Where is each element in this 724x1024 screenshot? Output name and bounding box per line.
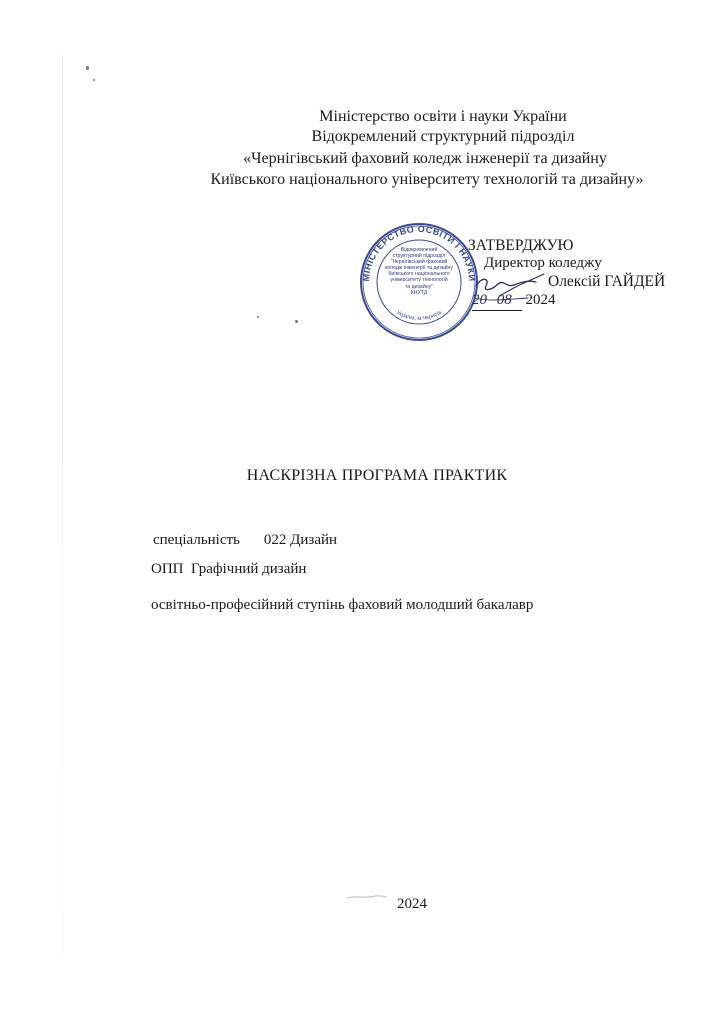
stamp-bottom-text: Україна, м.Чернігів <box>395 309 443 322</box>
header-subdivision: Відокремлений структурний підрозділ <box>311 128 575 145</box>
approval-name: Олексій ГАЙДЕЙ <box>548 273 666 290</box>
header-college: «Чернігівський фаховий коледж інженерії та дизайну <box>243 150 607 167</box>
specialty-row <box>153 531 337 549</box>
approval-role: Директор коледжу <box>484 255 602 271</box>
stamp-center-line: структурний підрозділ <box>392 253 446 260</box>
stamp-center-line: коледж інженерії та дизайну <box>384 265 454 272</box>
stamp-center-line: КНУТД <box>410 289 428 296</box>
scan-speck <box>295 320 298 323</box>
stamp-center-line: університету технологій <box>390 277 448 284</box>
scan-speck <box>93 79 95 81</box>
stamp-center-line: Київського національного <box>388 271 450 278</box>
approval-month: 08 <box>496 292 512 308</box>
stamp-center-line: "Чернігівський фаховий <box>390 259 448 266</box>
header-university: Київського національного університету технологій та дизайну» <box>210 171 644 188</box>
approval-year: 2024 <box>525 292 556 308</box>
program-row: ОПП Графічний дизайн <box>151 561 307 577</box>
scan-speck <box>257 316 259 318</box>
official-stamp <box>358 221 480 343</box>
specialty-label: спеціальність <box>153 532 240 548</box>
specialty-value: 022 Дизайн <box>263 532 338 548</box>
approval-title: ЗАТВЕРДЖУЮ <box>468 237 574 254</box>
scan-edge-shadow <box>62 55 63 955</box>
approval-day: 20 <box>472 292 487 308</box>
stamp-center-line: та дизайну" <box>404 283 434 290</box>
document-title: НАСКРІЗНА ПРОГРАМА ПРАКТИК <box>246 467 508 484</box>
stamp-center-line: Відокремлений <box>400 247 438 253</box>
header-ministry: Міністерство освіти і науки України <box>319 108 567 125</box>
scan-smudge <box>345 893 389 901</box>
stamp-ring-text: МІНІСТЕРСТВО ОСВІТИ І НАУКИ <box>360 223 478 282</box>
degree-row: освітньо-професійний ступінь фаховий молодший бакалавр <box>151 597 534 613</box>
document-year: 2024 <box>397 896 427 912</box>
handwritten-signature <box>470 268 560 308</box>
scan-speck <box>86 66 89 70</box>
